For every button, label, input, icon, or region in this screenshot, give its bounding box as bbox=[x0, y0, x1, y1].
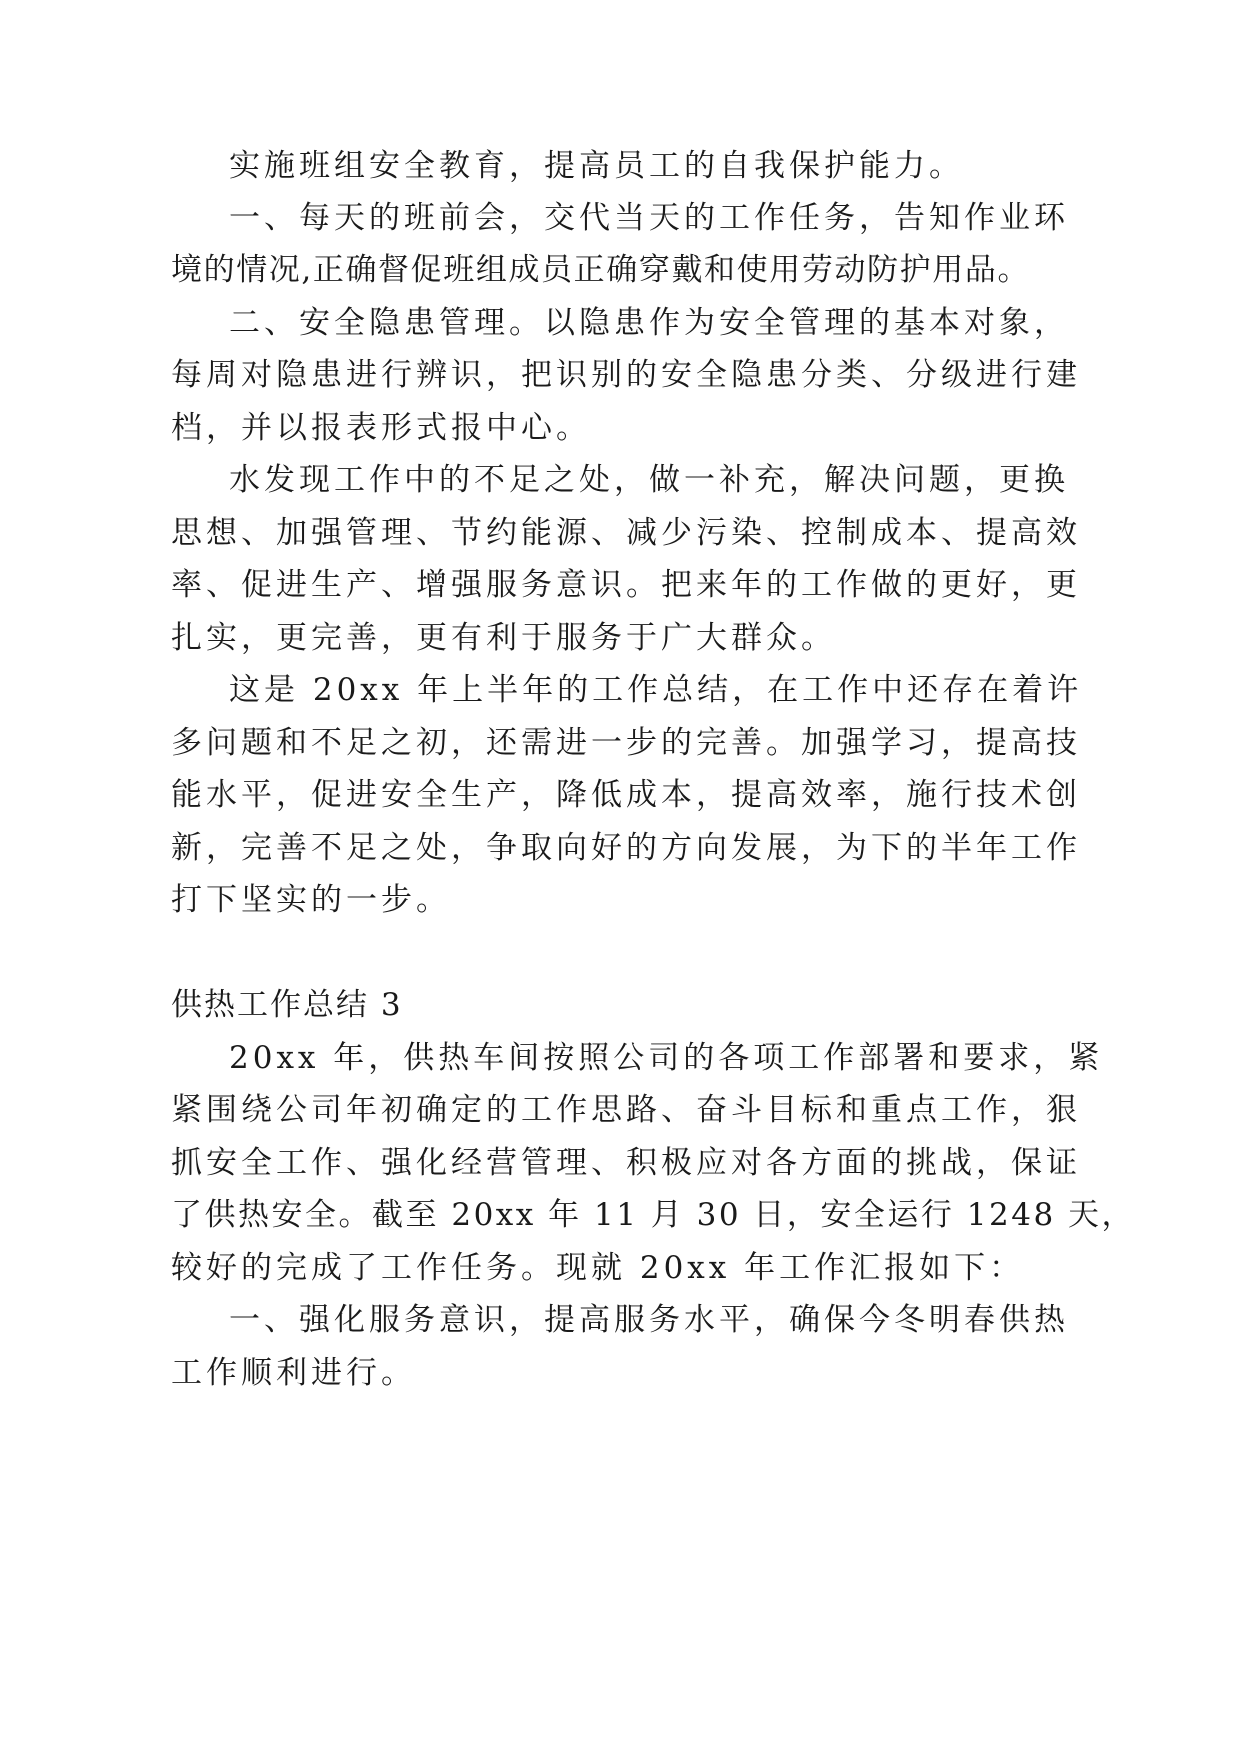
paragraph-line: 较好的完成了工作任务。现就 20xx 年工作汇报如下： bbox=[171, 1250, 1025, 1286]
paragraph-line: 能水平，促进安全生产，降低成本，提高效率，施行技术创 bbox=[171, 777, 1081, 813]
paragraph-line: 工作顺利进行。 bbox=[171, 1355, 416, 1391]
paragraph-line: 水发现工作中的不足之处，做一补充，解决问题，更换 bbox=[229, 462, 1069, 498]
paragraph-line: 打下坚实的一步。 bbox=[171, 882, 451, 918]
paragraph-line: 这是 20xx 年上半年的工作总结，在工作中还存在着许 bbox=[229, 672, 1083, 708]
paragraph-line: 实施班组安全教育，提高员工的自我保护能力。 bbox=[229, 148, 964, 184]
section-heading: 供热工作总结 3 bbox=[171, 987, 403, 1023]
paragraph-line: 多问题和不足之初，还需进一步的完善。加强学习，提高技 bbox=[171, 725, 1081, 761]
paragraph-line: 每周对隐患进行辨识，把识别的安全隐患分类、分级进行建 bbox=[171, 357, 1081, 393]
paragraph-line: 率、促进生产、增强服务意识。把来年的工作做的更好，更 bbox=[171, 567, 1081, 603]
paragraph-line: 思想、加强管理、节约能源、减少污染、控制成本、提高效 bbox=[171, 515, 1081, 551]
paragraph-line: 扎实，更完善，更有利于服务于广大群众。 bbox=[171, 620, 836, 656]
paragraph-line: 一、强化服务意识，提高服务水平，确保今冬明春供热 bbox=[229, 1302, 1069, 1338]
paragraph-line: 新，完善不足之处，争取向好的方向发展，为下的半年工作 bbox=[171, 830, 1081, 866]
paragraph-line: 档，并以报表形式报中心。 bbox=[171, 410, 591, 446]
paragraph-line: 20xx 年，供热车间按照公司的各项工作部署和要求，紧 bbox=[229, 1040, 1104, 1076]
paragraph-line: 抓安全工作、强化经营管理、积极应对各方面的挑战，保证 bbox=[171, 1145, 1081, 1181]
paragraph-line: 了供热安全。截至 20xx 年 11 月 30 日，安全运行 1248 天， bbox=[171, 1197, 1136, 1233]
paragraph-line: 境的情况,正确督促班组成员正确穿戴和使用劳动防护用品。 bbox=[171, 252, 1031, 288]
paragraph-line: 一、每天的班前会，交代当天的工作任务，告知作业环 bbox=[229, 200, 1069, 236]
paragraph-line: 二、安全隐患管理。以隐患作为安全管理的基本对象， bbox=[229, 305, 1069, 341]
paragraph-line: 紧围绕公司年初确定的工作思路、奋斗目标和重点工作，狠 bbox=[171, 1092, 1081, 1128]
